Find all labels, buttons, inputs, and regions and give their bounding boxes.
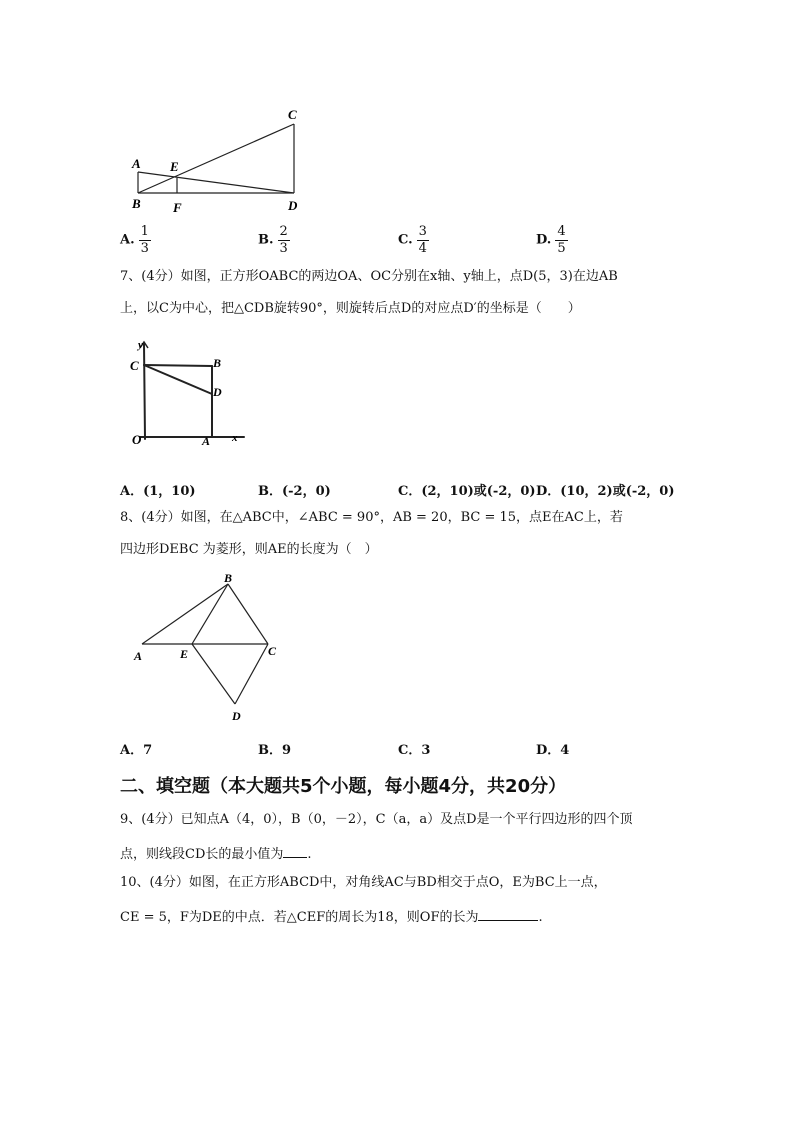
- q8-figure: [128, 570, 288, 726]
- q10-line-2-text: CE = 5，F为DE的中点．若△CEF的周长为18，则OF的长为: [120, 910, 479, 925]
- fig6-label-e: E: [170, 159, 179, 174]
- fig6-label-f: F: [173, 200, 182, 215]
- fig8-label-d: D: [232, 709, 241, 723]
- fig8-label-a: A: [134, 649, 143, 663]
- q9-line-2: [120, 845, 312, 861]
- fig7-label-d: D: [213, 385, 222, 399]
- fig7-label-b: B: [213, 356, 222, 370]
- fig6-label-b: B: [132, 196, 141, 211]
- fig7-label-o: O: [132, 432, 142, 447]
- q6-option-d-fraction: $\frac{4}{5}$: [557, 224, 566, 256]
- q6-option-c-letter: C.: [398, 232, 413, 248]
- q9-line-2-text: 点，则线段CD长的最小值为: [120, 847, 284, 862]
- fig7-label-x: x: [232, 432, 238, 444]
- fig6-label-d: D: [288, 198, 298, 213]
- q7-option-d[interactable]: D．(10，2)或(-2，0): [536, 484, 675, 499]
- q6-option-a-fraction: $\frac{1}{3}$: [140, 224, 149, 256]
- q6-option-b[interactable]: [258, 225, 290, 255]
- q10-period: .: [538, 910, 543, 925]
- q8-line-1: 8、(4分）如图，在△ABC中，∠ABC = 90°，AB = 20，BC = 15，点E在AC上，若: [120, 510, 623, 525]
- q9-period: .: [307, 847, 312, 862]
- q10-answer-blank[interactable]: [478, 908, 538, 921]
- q10-line-1: 10、(4分）如图，在正方形ABCD中，对角线AC与BD相交于点O，E为BC上一点，: [120, 875, 607, 890]
- fig6-label-c: C: [288, 107, 297, 122]
- q6-option-a-letter: A.: [120, 232, 135, 248]
- fig7-label-c: C: [130, 358, 139, 373]
- q8-line-2: 四边形DEBC 为菱形，则AE的长度为（ ）: [120, 542, 378, 557]
- q10-line-2: [120, 908, 543, 924]
- q8-option-d[interactable]: D．4: [536, 743, 570, 758]
- q6-option-b-letter: B.: [258, 232, 274, 248]
- fig8-label-e: E: [180, 647, 189, 661]
- fig8-label-c: C: [268, 644, 277, 658]
- q6-figure: [128, 104, 318, 216]
- q6-option-c-fraction: $\frac{3}{4}$: [418, 224, 427, 256]
- q7-line-1: 7、(4分）如图，正方形OABC的两边OA、OC分别在x轴、y轴上，点D(5，3)在边AB: [120, 269, 618, 284]
- q7-option-a[interactable]: A．(1，10): [120, 484, 196, 499]
- q7-line-2: 上，以C为中心，把△CDB旋转90°，则旋转后点D的对应点D′的坐标是（ ）: [120, 301, 581, 316]
- fig7-label-y: y: [138, 339, 143, 351]
- q8-option-a[interactable]: A．7: [120, 743, 153, 758]
- q9-line-1: 9、(4分）已知点A（4，0），B（0，－2），C（a，a）及点D是一个平行四边形的四个顶: [120, 812, 633, 827]
- q6-option-d-letter: D.: [536, 232, 552, 248]
- section-2-title: 二、填空题（本大题共5个小题，每小题4分，共20分）: [120, 776, 567, 797]
- q8-option-c[interactable]: C．3: [398, 743, 431, 758]
- q6-option-b-fraction: $\frac{2}{3}$: [279, 224, 288, 256]
- q7-option-b[interactable]: B．(-2，0): [258, 484, 331, 499]
- fig7-label-a: A: [202, 434, 211, 448]
- q6-option-c[interactable]: [398, 225, 429, 255]
- q7-figure: [128, 336, 254, 448]
- q8-option-b[interactable]: B．9: [258, 743, 292, 758]
- q7-option-c[interactable]: C．(2，10)或(-2，0): [398, 484, 536, 499]
- q6-option-a[interactable]: [120, 225, 151, 255]
- q9-answer-blank[interactable]: [283, 845, 307, 858]
- fig6-label-a: A: [132, 156, 141, 171]
- q6-option-d[interactable]: [536, 225, 568, 255]
- fig8-label-b: B: [224, 571, 233, 585]
